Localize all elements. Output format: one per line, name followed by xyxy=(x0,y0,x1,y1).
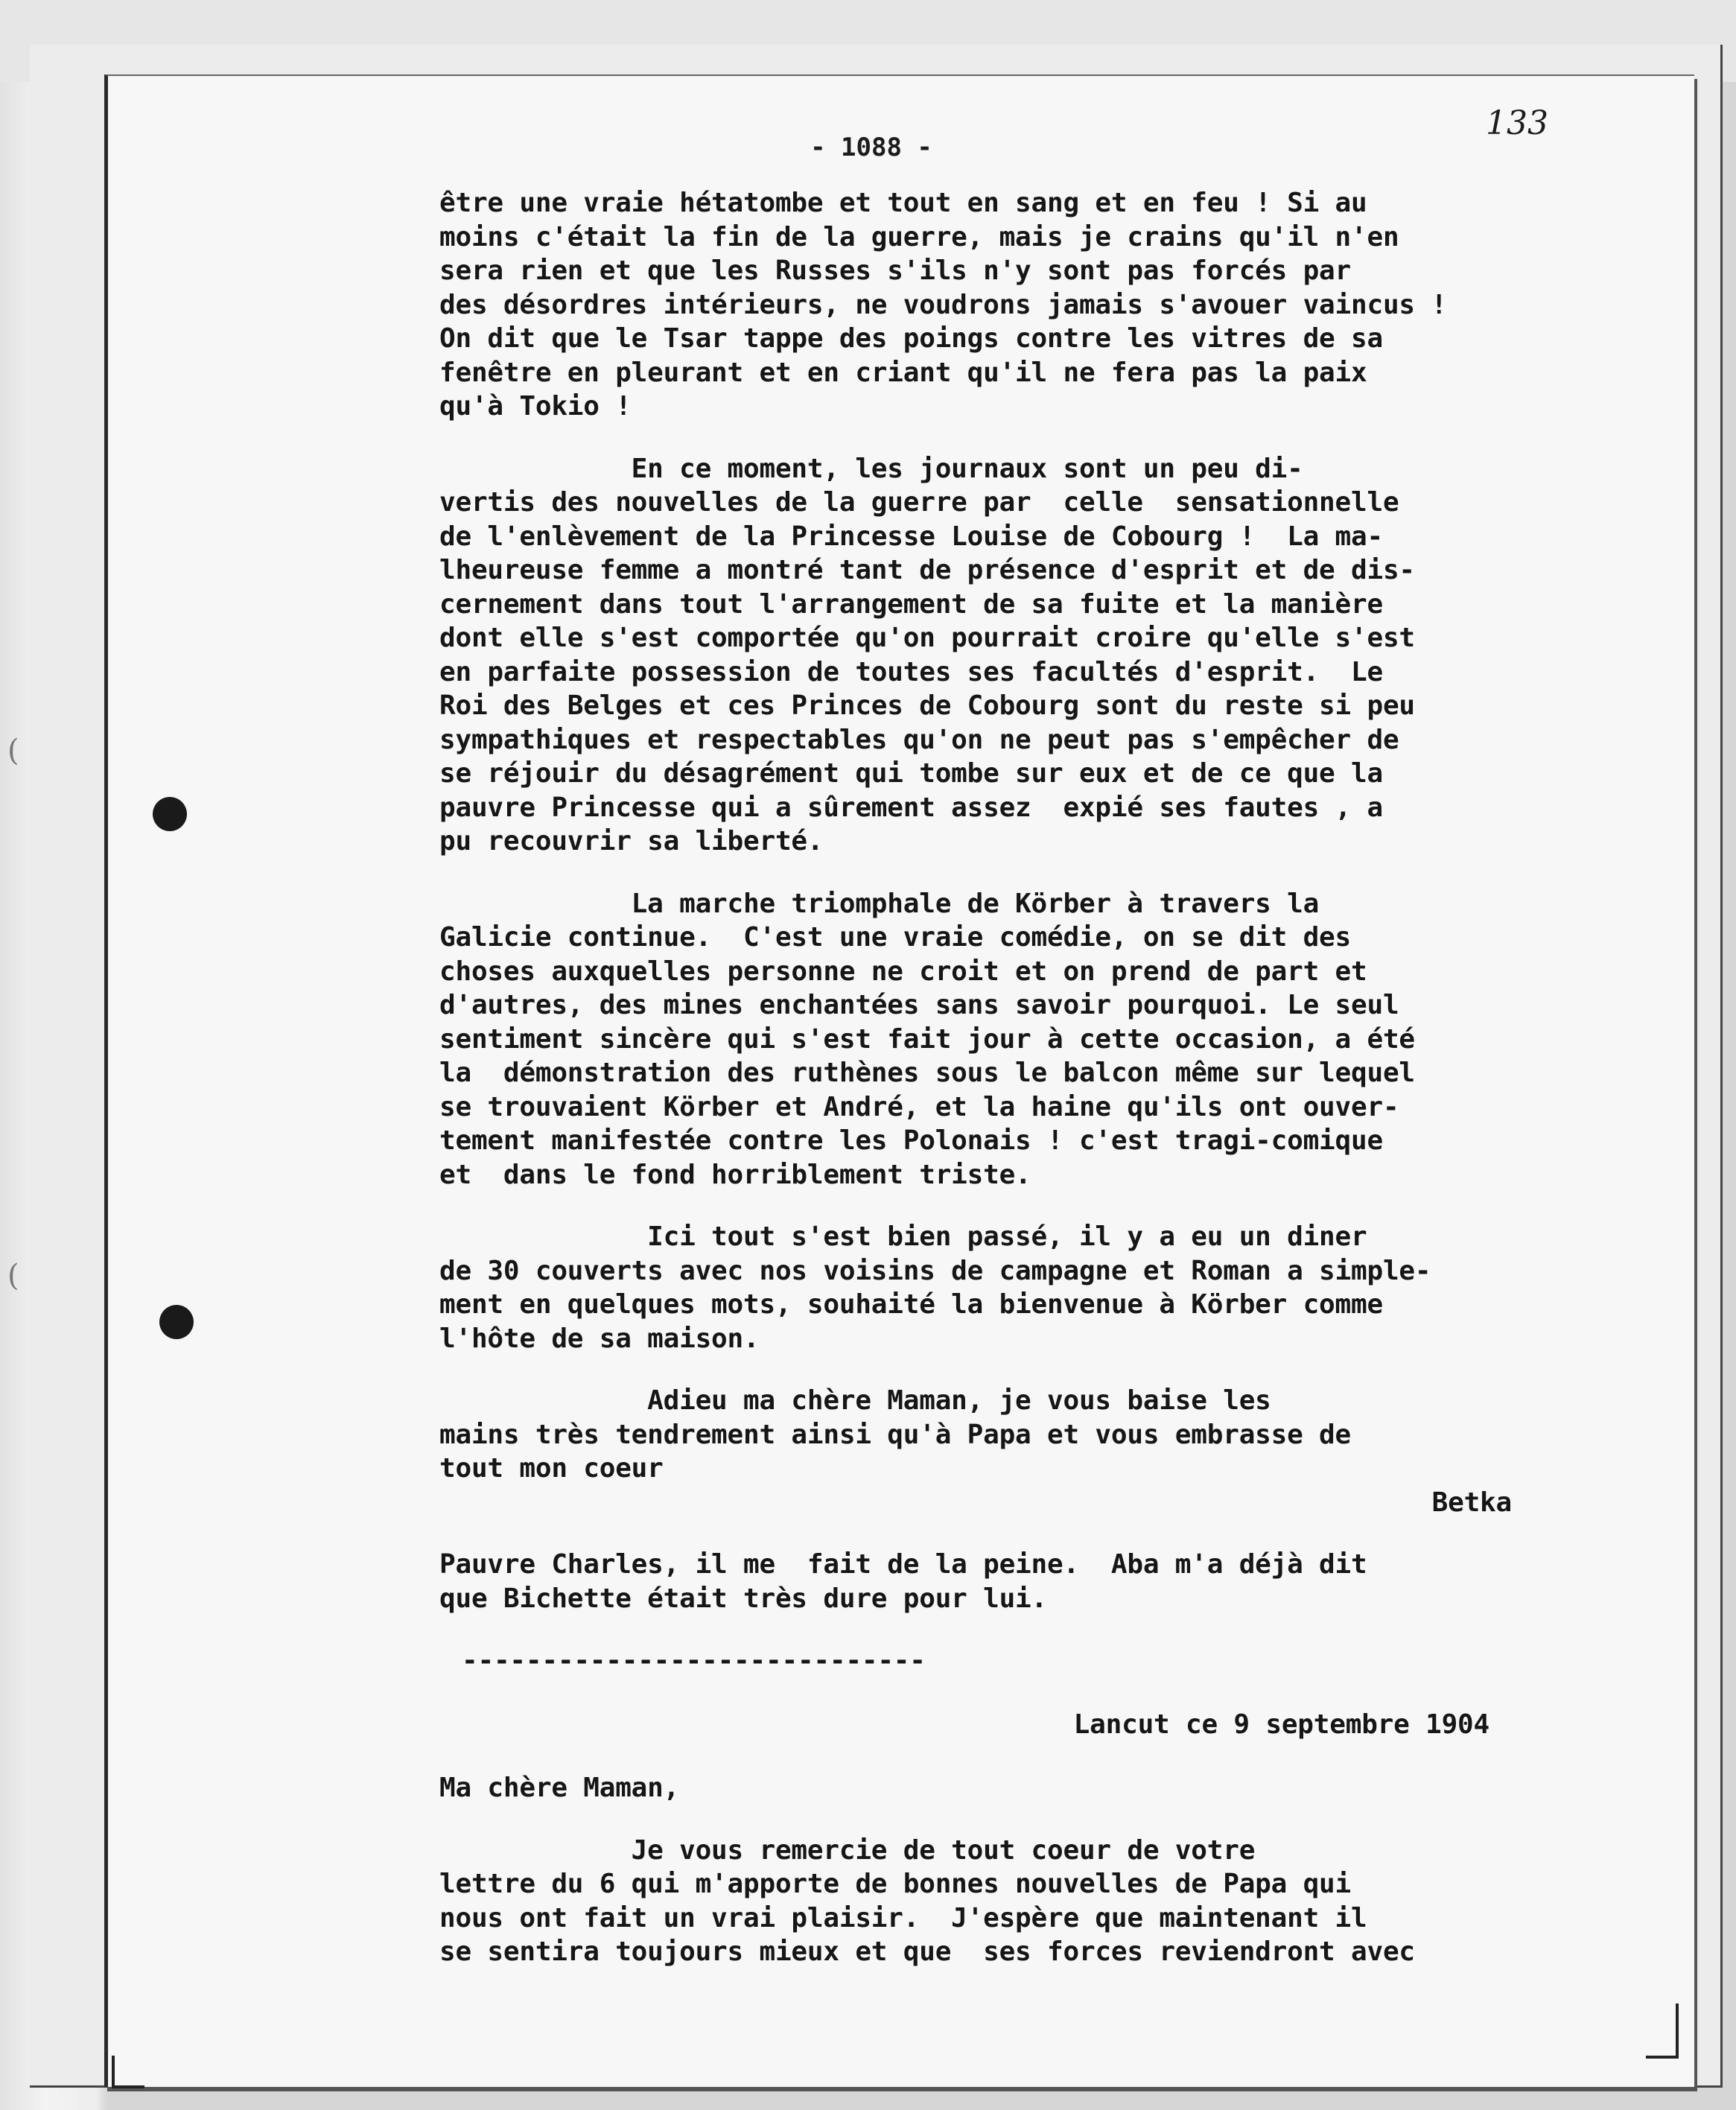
paragraph-postscript xyxy=(439,1548,1601,1615)
text-line: d'autres, des mines enchantées sans savoir pourquoi. Le seul xyxy=(439,990,1399,1020)
text-line: Pauvre Charles, il me fait de la peine. Aba m'a déjà dit xyxy=(439,1549,1367,1580)
salutation: Ma chère Maman, xyxy=(439,1773,680,1803)
paragraph-farewell xyxy=(439,1384,1601,1519)
text-line: l'hôte de sa maison. xyxy=(439,1323,760,1354)
text-line: Roi des Belges et ces Princes de Cobourg sont du reste si peu xyxy=(439,690,1415,721)
paragraph-korber xyxy=(439,887,1601,1192)
text-line: en parfaite possession de toutes ses facultés d'esprit. Le xyxy=(439,656,1383,687)
text-line: la démonstration des ruthènes sous le balcon même sur lequel xyxy=(439,1058,1415,1088)
text-line: On dit que le Tsar tappe des poings contre les vitres de sa xyxy=(439,323,1383,354)
text-line: ment en quelques mots, souhaité la bienvenue à Körber comme xyxy=(439,1289,1383,1320)
paragraph-war xyxy=(439,186,1601,424)
text-line: être une vraie hétatombe et tout en sang et en feu ! Si au xyxy=(439,188,1367,218)
paragraph-dinner xyxy=(439,1220,1601,1356)
text-line: se sentira toujours mieux et que ses forces reviendront avec xyxy=(439,1936,1415,1967)
text-line: qu'à Tokio ! xyxy=(439,391,632,422)
text-line: Galicie continue. C'est une vraie comédie, on se dit des xyxy=(439,922,1352,953)
dateline: Lancut ce 9 septembre 1904 xyxy=(1073,1709,1489,1740)
text-line: se trouvaient Körber et André, et la haine qu'ils ont ouver- xyxy=(439,1091,1399,1122)
text-line: sentiment sincère qui s'est fait jour à cette occasion, a été xyxy=(439,1023,1415,1055)
punch-hole xyxy=(153,797,187,831)
text-line: choses auxquelles personne ne croit et on prend de part et xyxy=(439,956,1367,987)
text-line: Je vous remercie de tout coeur de votre xyxy=(439,1834,1256,1866)
text-line: nous ont fait un vrai plaisir. J'espère que maintenant il xyxy=(439,1902,1367,1933)
paragraph-thanks xyxy=(439,1834,1601,1969)
text-line: mains très tendrement ainsi qu'à Papa et vous embrasse de xyxy=(439,1419,1352,1450)
text-line: dont elle s'est comportée qu'on pourrait croire qu'elle s'est xyxy=(439,623,1415,653)
margin-mark: ( xyxy=(7,734,19,768)
punch-hole xyxy=(159,1305,194,1339)
text-line: se réjouir du désagrément qui tombe sur eux et de ce que la xyxy=(439,758,1383,789)
text-line: de l'enlèvement de la Princesse Louise de Cobourg ! La ma- xyxy=(439,521,1383,552)
corner-mark xyxy=(1646,2003,1679,2059)
text-line: et dans le fond horriblement triste. xyxy=(439,1159,1031,1190)
text-line: tement manifestée contre les Polonais ! c'est tragi-comique xyxy=(439,1125,1383,1156)
corner-mark xyxy=(112,2056,144,2088)
text-line: vertis des nouvelles de la guerre par celle sensationnelle xyxy=(439,487,1399,518)
text-line: pu recouvrir sa liberté. xyxy=(439,826,824,857)
text-line: moins c'était la fin de la guerre, mais je crains qu'il n'en xyxy=(439,221,1399,252)
text-line: fenêtre en pleurant et en criant qu'il ne fera pas la paix xyxy=(439,357,1367,388)
paragraph-princess xyxy=(439,452,1601,859)
text-line: sera rien et que les Russes s'ils n'y sont pas forcés par xyxy=(439,255,1352,286)
text-line: En ce moment, les journaux sont un peu di- xyxy=(439,453,1303,484)
text-line: cernement dans tout l'arrangement de sa fuite et la manière xyxy=(439,588,1383,620)
letter-divider: ----------------------------- xyxy=(462,1645,926,1676)
salutation-block xyxy=(439,1771,1601,1805)
text-line: Adieu ma chère Maman, je vous baise les xyxy=(439,1385,1271,1416)
text-line: tout mon coeur xyxy=(439,1453,664,1484)
handwritten-folio-number: 133 xyxy=(1486,104,1548,142)
margin-mark: ( xyxy=(7,1259,19,1293)
signature: Betka xyxy=(1431,1487,1512,1518)
page-number: - 1088 - xyxy=(810,133,932,162)
text-line: sympathiques et respectables qu'on ne peut pas s'empêcher de xyxy=(439,724,1399,755)
text-line: lheureuse femme a montré tant de présence d'esprit et de dis- xyxy=(439,555,1415,585)
text-line: que Bichette était très dure pour lui. xyxy=(439,1583,1048,1614)
text-line: de 30 couverts avec nos voisins de campagne et Roman a simple- xyxy=(439,1255,1431,1286)
text-line: des désordres intérieurs, ne voudrons jamais s'avouer vaincus ! xyxy=(439,289,1447,320)
text-line: Ici tout s'est bien passé, il y a eu un diner xyxy=(439,1221,1367,1252)
letter-body xyxy=(439,186,1601,1998)
text-line: lettre du 6 qui m'apporte de bonnes nouvelles de Papa qui xyxy=(439,1869,1352,1899)
text-line: La marche triomphale de Körber à travers la xyxy=(439,888,1320,919)
text-line: pauvre Princesse qui a sûrement assez expié ses fautes , a xyxy=(439,792,1383,823)
